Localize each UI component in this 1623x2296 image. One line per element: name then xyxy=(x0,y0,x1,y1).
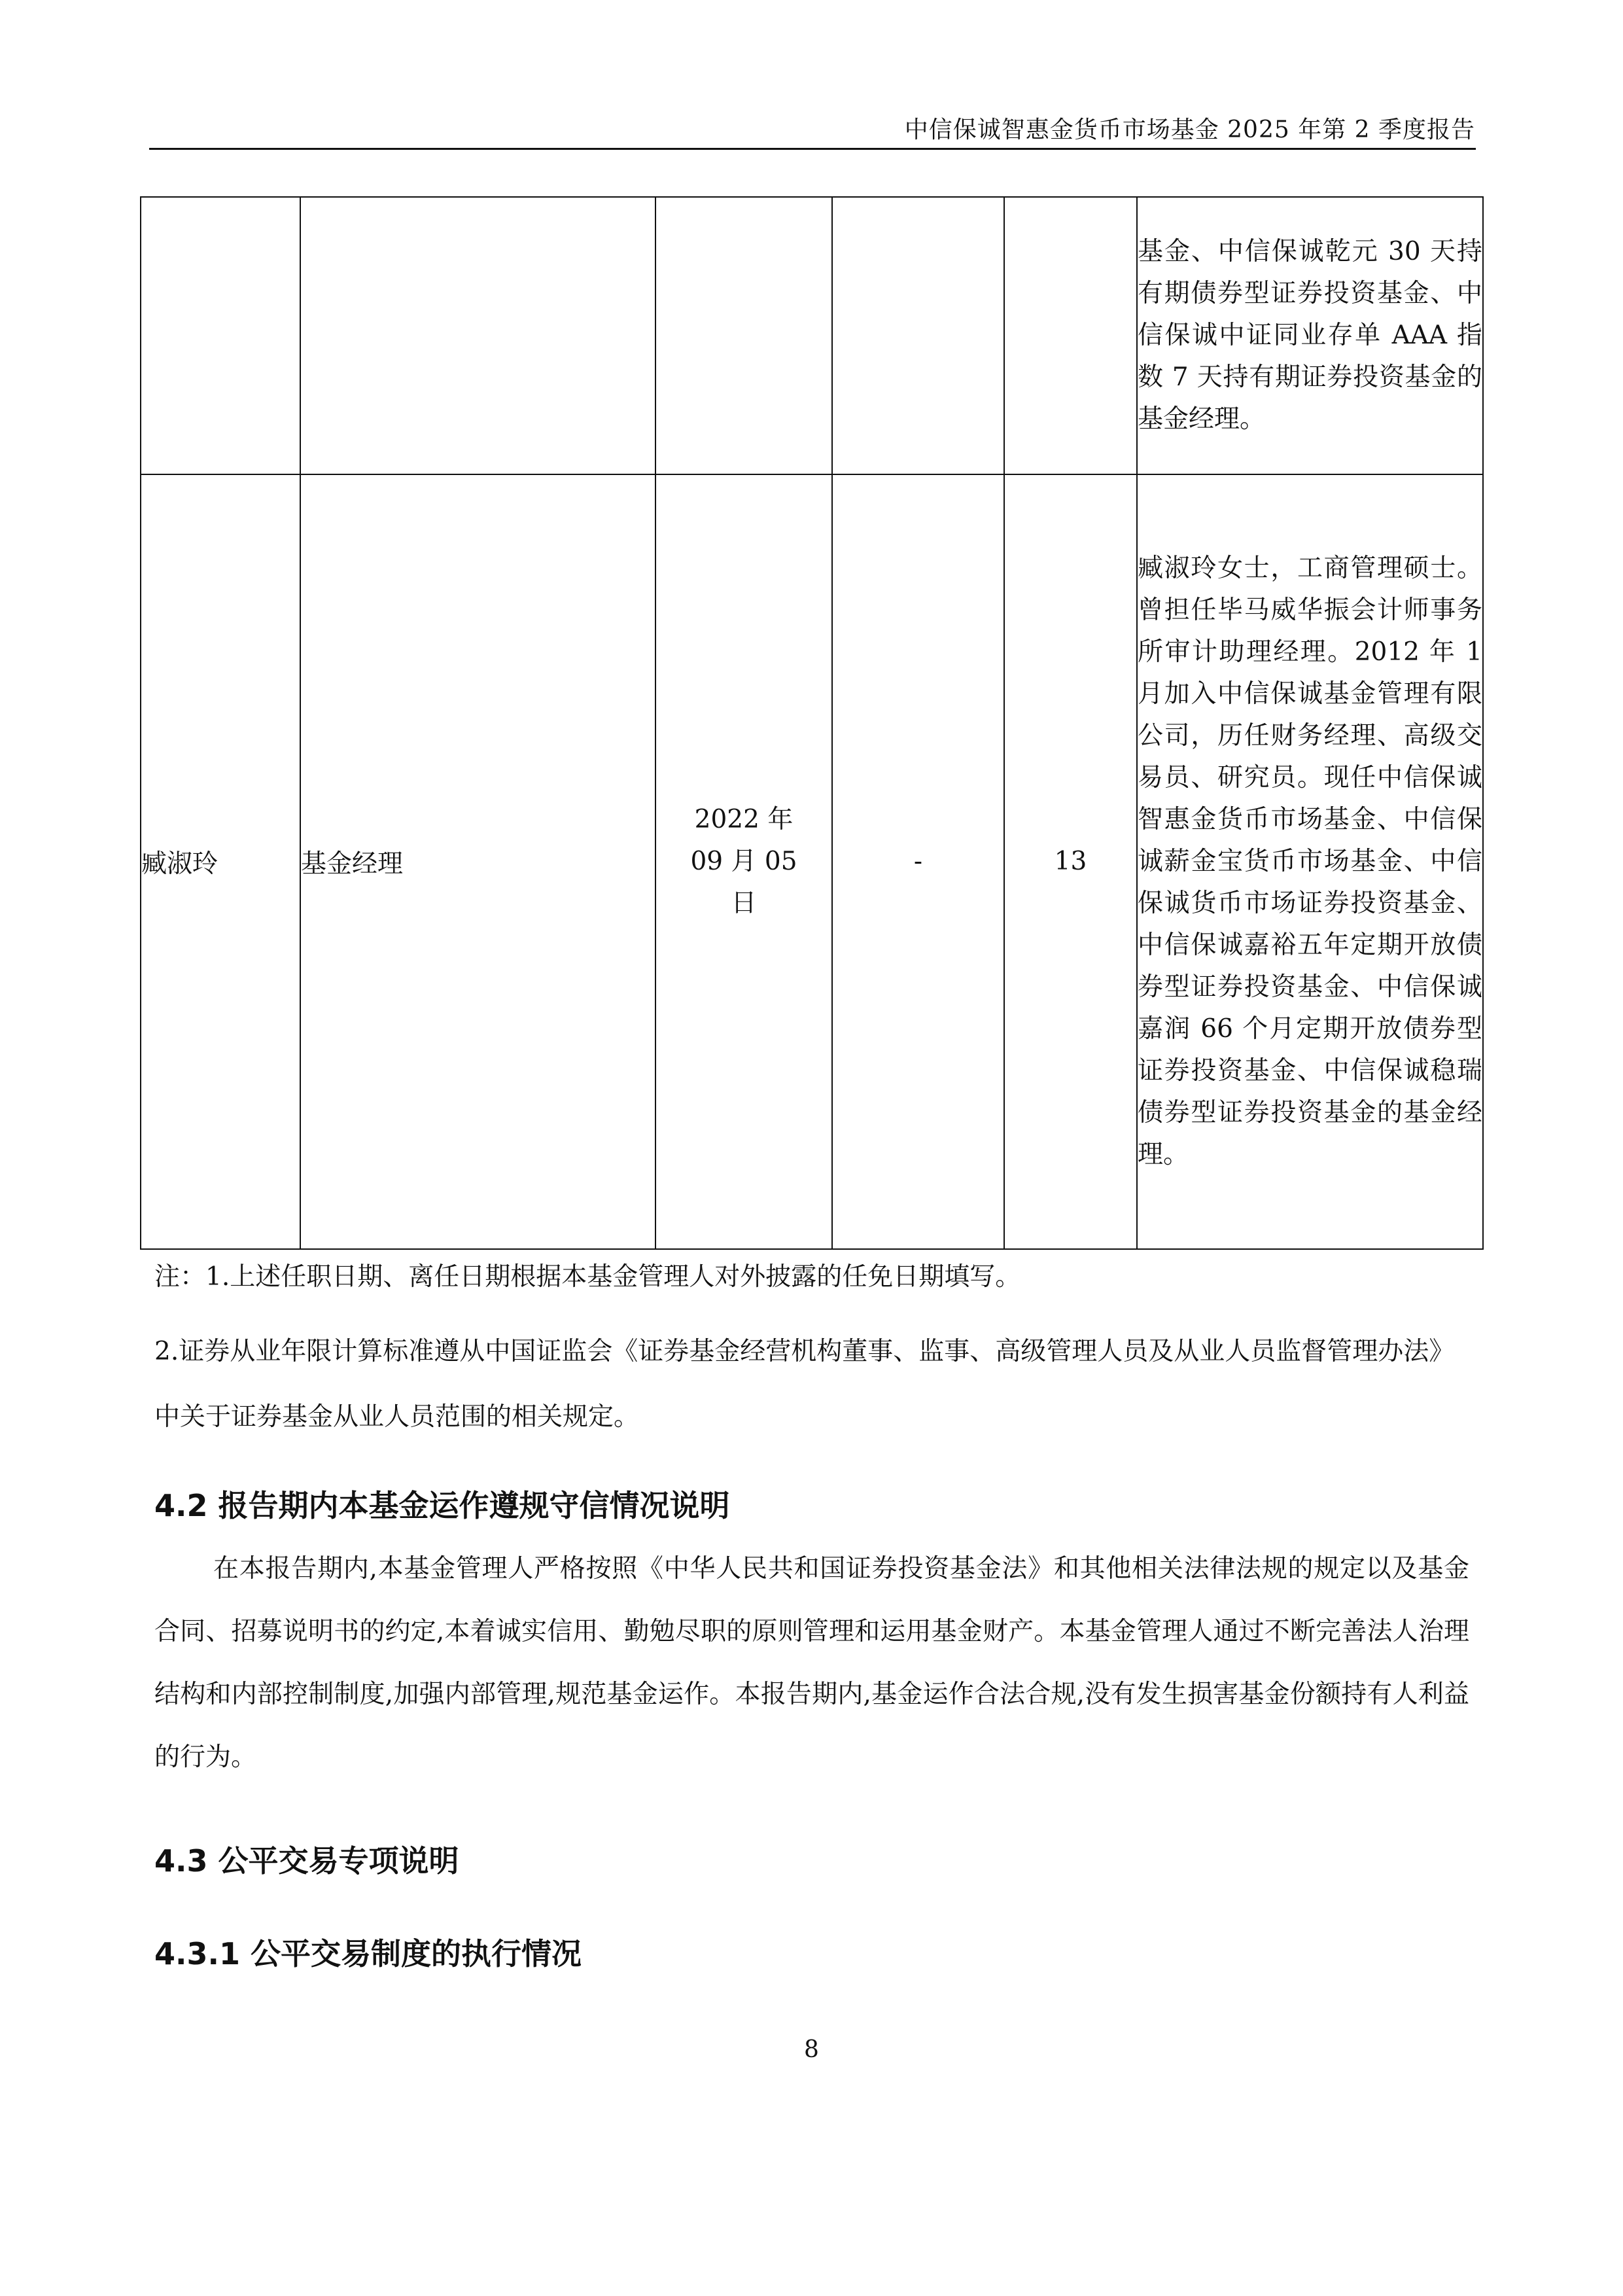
table-cell xyxy=(655,197,832,474)
manager-name: 臧淑玲 xyxy=(141,474,300,1249)
manager-start-date: 2022 年 09 月 05 日 xyxy=(655,474,832,1249)
table-cell xyxy=(832,197,1004,474)
fund-manager-table xyxy=(140,196,1484,1250)
header-divider xyxy=(149,148,1476,150)
table-cell xyxy=(1004,197,1137,474)
note-2: 2.证券从业年限计算标准遵从中国证监会《证券基金经营机构董事、监事、高级管理人员及从业人员监督管理办法》中关于证券基金从业人员范围的相关规定。 xyxy=(154,1337,1455,1432)
section-4-3-heading: 4.3 公平交易专项说明 xyxy=(154,1843,459,1879)
section-4-2-body: 在本报告期内,本基金管理人严格按照《中华人民共和国证券投资基金法》和其他相关法律法规的规定以及基金合同、招募说明书的约定,本着诚实信用、勤勉尽职的原则管理和运用基金财产。本基金管理人通过不断完善法人治理结构和内部控制制度,加强内部管理,规范基金运作。本报告期内,基金运作合法合规,没有发生损害基金份额持有人利益的行为。 xyxy=(154,1554,1469,1772)
page-header-title: 中信保诚智惠金货币市场基金 2025 年第 2 季度报告 xyxy=(904,116,1475,143)
manager-bio: 臧淑玲女士，工商管理硕士。曾担任毕马威华振会计师事务所审计助理经理。2012 年 1 月加入中信保诚基金管理有限公司，历任财务经理、高级交易员、研究员。现任中信保诚智惠金货币市场基金、中信保诚薪金宝货币市场基金、中信保诚货币市场证券投资基金、中信保诚嘉裕五年定期开放债券型证券投资基金、中信保诚嘉润 66 个月定期开放债券型证券投资基金、中信保诚稳瑞债券型证券投资基金的基金经理。 xyxy=(1137,474,1483,1249)
table-cell xyxy=(300,197,655,474)
manager-bio-continued: 基金、中信保诚乾元 30 天持有期债券型证券投资基金、中信保诚中证同业存单 AAA 指数 7 天持有期证券投资基金的基金经理。 xyxy=(1137,197,1483,474)
section-4-3-1-heading: 4.3.1 公平交易制度的执行情况 xyxy=(154,1936,582,1971)
manager-position: 基金经理 xyxy=(300,474,655,1249)
table-cell xyxy=(141,197,300,474)
page-number: 8 xyxy=(804,2036,819,2063)
table-row xyxy=(141,197,1483,474)
manager-years: 13 xyxy=(1004,474,1137,1249)
note-1: 注：1.上述任职日期、离任日期根据本基金管理人对外披露的任免日期填写。 xyxy=(154,1262,1021,1292)
table-row xyxy=(141,474,1483,1249)
manager-end-date: - xyxy=(832,474,1004,1249)
section-4-2-heading: 4.2 报告期内本基金运作遵规守信情况说明 xyxy=(154,1488,730,1523)
